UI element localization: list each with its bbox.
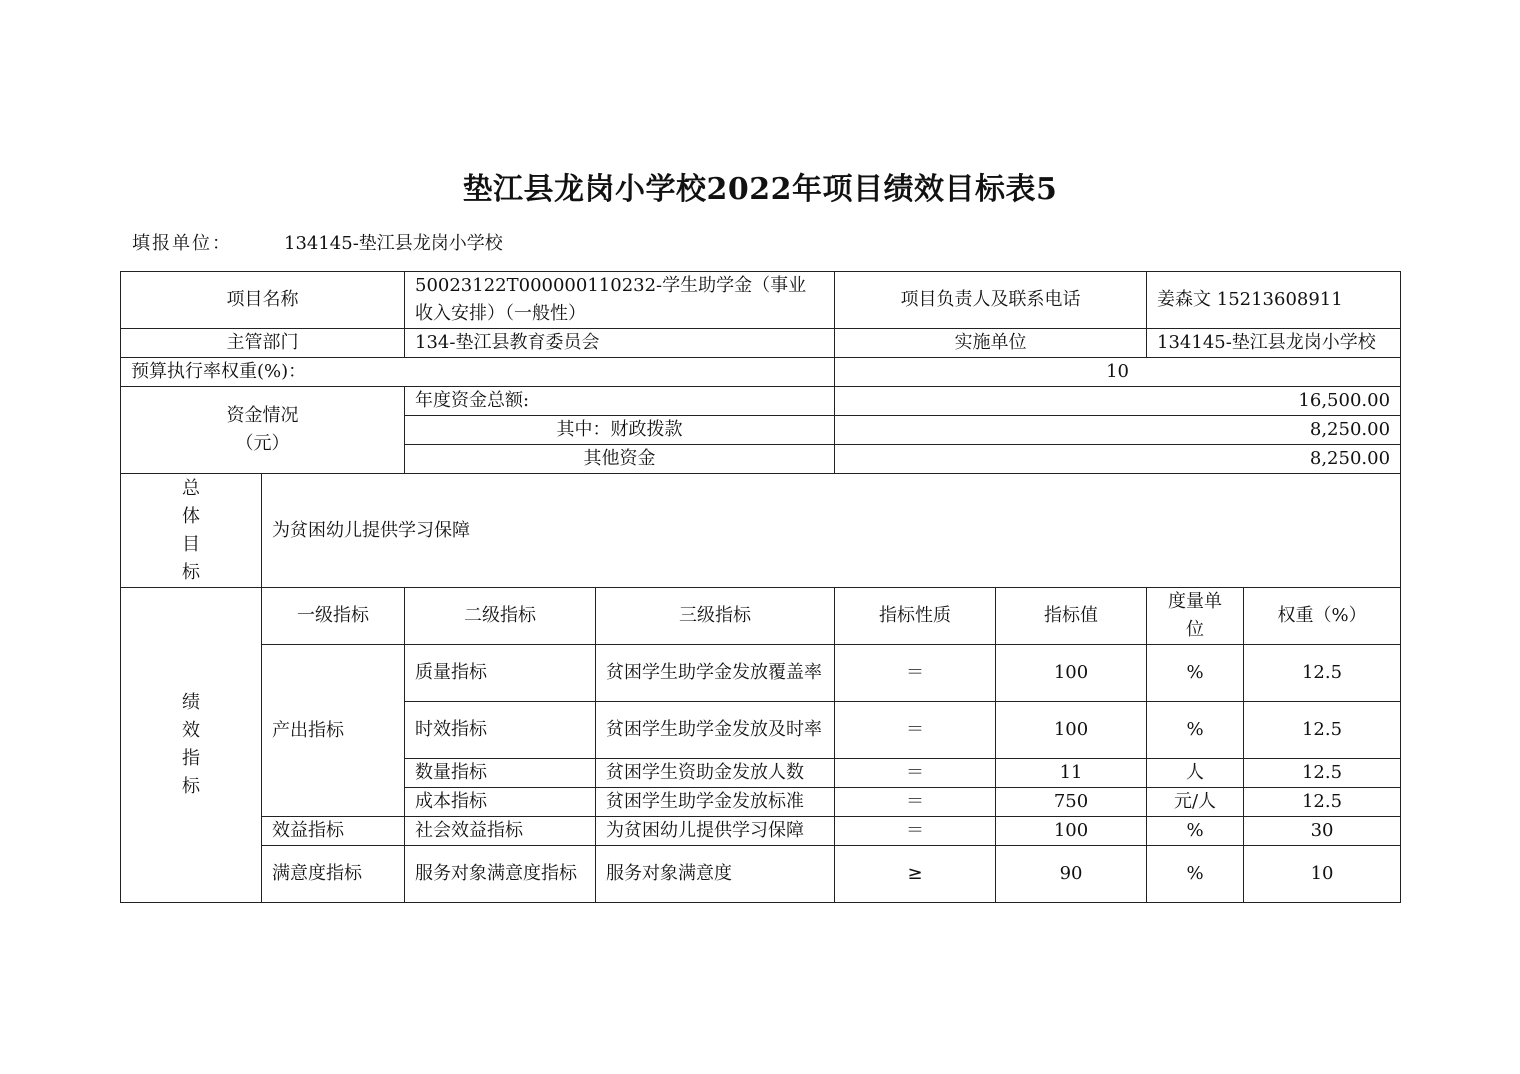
performance-indicator-char: 绩 — [182, 692, 200, 713]
level2-cell: 服务对象满意度指标 — [405, 846, 596, 903]
header-nature: 指标性质 — [835, 588, 996, 645]
overall-goal-char: 体 — [182, 505, 200, 527]
weight-cell: 12.5 — [1244, 702, 1401, 759]
unit-cell: 人 — [1147, 759, 1244, 788]
funds-label-line2: （元） — [235, 433, 290, 454]
header-value: 指标值 — [996, 588, 1147, 645]
level2-cell: 数量指标 — [405, 759, 596, 788]
project-name-label: 项目名称 — [121, 272, 405, 329]
funds-label-line1: 资金情况 — [226, 405, 299, 426]
value-cell: 90 — [996, 846, 1147, 903]
project-leader-value: 姜森文 15213608911 — [1147, 272, 1401, 329]
value-cell: 100 — [996, 817, 1147, 846]
level3-cell: 贫困学生助学金发放及时率 — [596, 702, 835, 759]
budget-rate-value: 10 — [835, 358, 1401, 387]
overall-goal-char: 总 — [182, 477, 200, 499]
project-name-row — [121, 272, 1401, 329]
impl-unit-label: 实施单位 — [835, 329, 1147, 358]
value-cell: 100 — [996, 645, 1147, 702]
funds-other-value: 8,250.00 — [835, 445, 1401, 474]
level3-cell: 为贫困幼儿提供学习保障 — [596, 817, 835, 846]
funds-total-value: 16,500.00 — [835, 387, 1401, 416]
budget-rate-row — [121, 358, 1401, 387]
output-indicator-label: 产出指标 — [262, 645, 405, 817]
weight-cell: 30 — [1244, 817, 1401, 846]
performance-indicator-label — [121, 588, 262, 903]
fill-unit-row — [132, 229, 503, 255]
nature-cell: ＝ — [835, 817, 996, 846]
level3-cell: 贫困学生资助金发放人数 — [596, 759, 835, 788]
funds-total-label: 年度资金总额: — [405, 387, 835, 416]
level2-cell: 时效指标 — [405, 702, 596, 759]
fill-unit-label: 填报单位： — [132, 233, 232, 254]
level3-cell: 服务对象满意度 — [596, 846, 835, 903]
nature-cell: ＝ — [835, 645, 996, 702]
unit-cell: % — [1147, 846, 1244, 903]
performance-indicator-char: 指 — [182, 748, 200, 769]
header-level3: 三级指标 — [596, 588, 835, 645]
level3-cell: 贫困学生助学金发放覆盖率 — [596, 645, 835, 702]
unit-cell: % — [1147, 817, 1244, 846]
nature-cell: ＝ — [835, 788, 996, 817]
nature-cell: ≥ — [835, 846, 996, 903]
value-cell: 11 — [996, 759, 1147, 788]
performance-target-table — [120, 271, 1401, 903]
overall-goal-label — [121, 474, 262, 588]
weight-cell: 10 — [1244, 846, 1401, 903]
impl-unit-value: 134145-垫江县龙岗小学校 — [1147, 329, 1401, 358]
header-level2: 二级指标 — [405, 588, 596, 645]
weight-cell: 12.5 — [1244, 645, 1401, 702]
funds-total-row — [121, 387, 1401, 416]
indicator-header-row — [121, 588, 1401, 645]
header-level1: 一级指标 — [262, 588, 405, 645]
table-row — [121, 846, 1401, 903]
value-cell: 750 — [996, 788, 1147, 817]
nature-cell: ＝ — [835, 702, 996, 759]
fill-unit-value: 134145-垫江县龙岗小学校 — [284, 233, 503, 254]
funds-label — [121, 387, 405, 474]
level2-cell: 质量指标 — [405, 645, 596, 702]
dept-value: 134-垫江县教育委员会 — [405, 329, 835, 358]
table-row — [121, 645, 1401, 702]
level2-cell: 成本指标 — [405, 788, 596, 817]
project-leader-label: 项目负责人及联系电话 — [835, 272, 1147, 329]
unit-cell: % — [1147, 645, 1244, 702]
performance-indicator-char: 效 — [182, 720, 200, 741]
level2-cell: 社会效益指标 — [405, 817, 596, 846]
performance-indicator-char: 标 — [182, 776, 200, 797]
weight-cell: 12.5 — [1244, 759, 1401, 788]
table-row — [121, 817, 1401, 846]
overall-goal-char: 目 — [182, 533, 200, 555]
header-weight: 权重（%） — [1244, 588, 1401, 645]
overall-goal-char: 标 — [182, 561, 200, 583]
funds-other-label: 其他资金 — [405, 445, 835, 474]
value-cell: 100 — [996, 702, 1147, 759]
overall-goal-text: 为贫困幼儿提供学习保障 — [262, 474, 1401, 588]
level3-cell: 贫困学生助学金发放标准 — [596, 788, 835, 817]
page-title: 垫江县龙岗小学校2022年项目绩效目标表5 — [462, 172, 1058, 207]
budget-rate-label: 预算执行率权重(%)： — [121, 358, 835, 387]
unit-cell: 元/人 — [1147, 788, 1244, 817]
overall-goal-row — [121, 474, 1401, 588]
header-unit: 度量单位 — [1147, 588, 1244, 645]
dept-label: 主管部门 — [121, 329, 405, 358]
funds-fiscal-value: 8,250.00 — [835, 416, 1401, 445]
weight-cell: 12.5 — [1244, 788, 1401, 817]
funds-fiscal-label: 其中：财政拨款 — [405, 416, 835, 445]
unit-cell: % — [1147, 702, 1244, 759]
satisfaction-indicator-label: 满意度指标 — [262, 846, 405, 903]
benefit-indicator-label: 效益指标 — [262, 817, 405, 846]
dept-row — [121, 329, 1401, 358]
project-name-value: 50023122T000000110232-学生助学金（事业收入安排）（一般性） — [405, 272, 835, 329]
nature-cell: ＝ — [835, 759, 996, 788]
